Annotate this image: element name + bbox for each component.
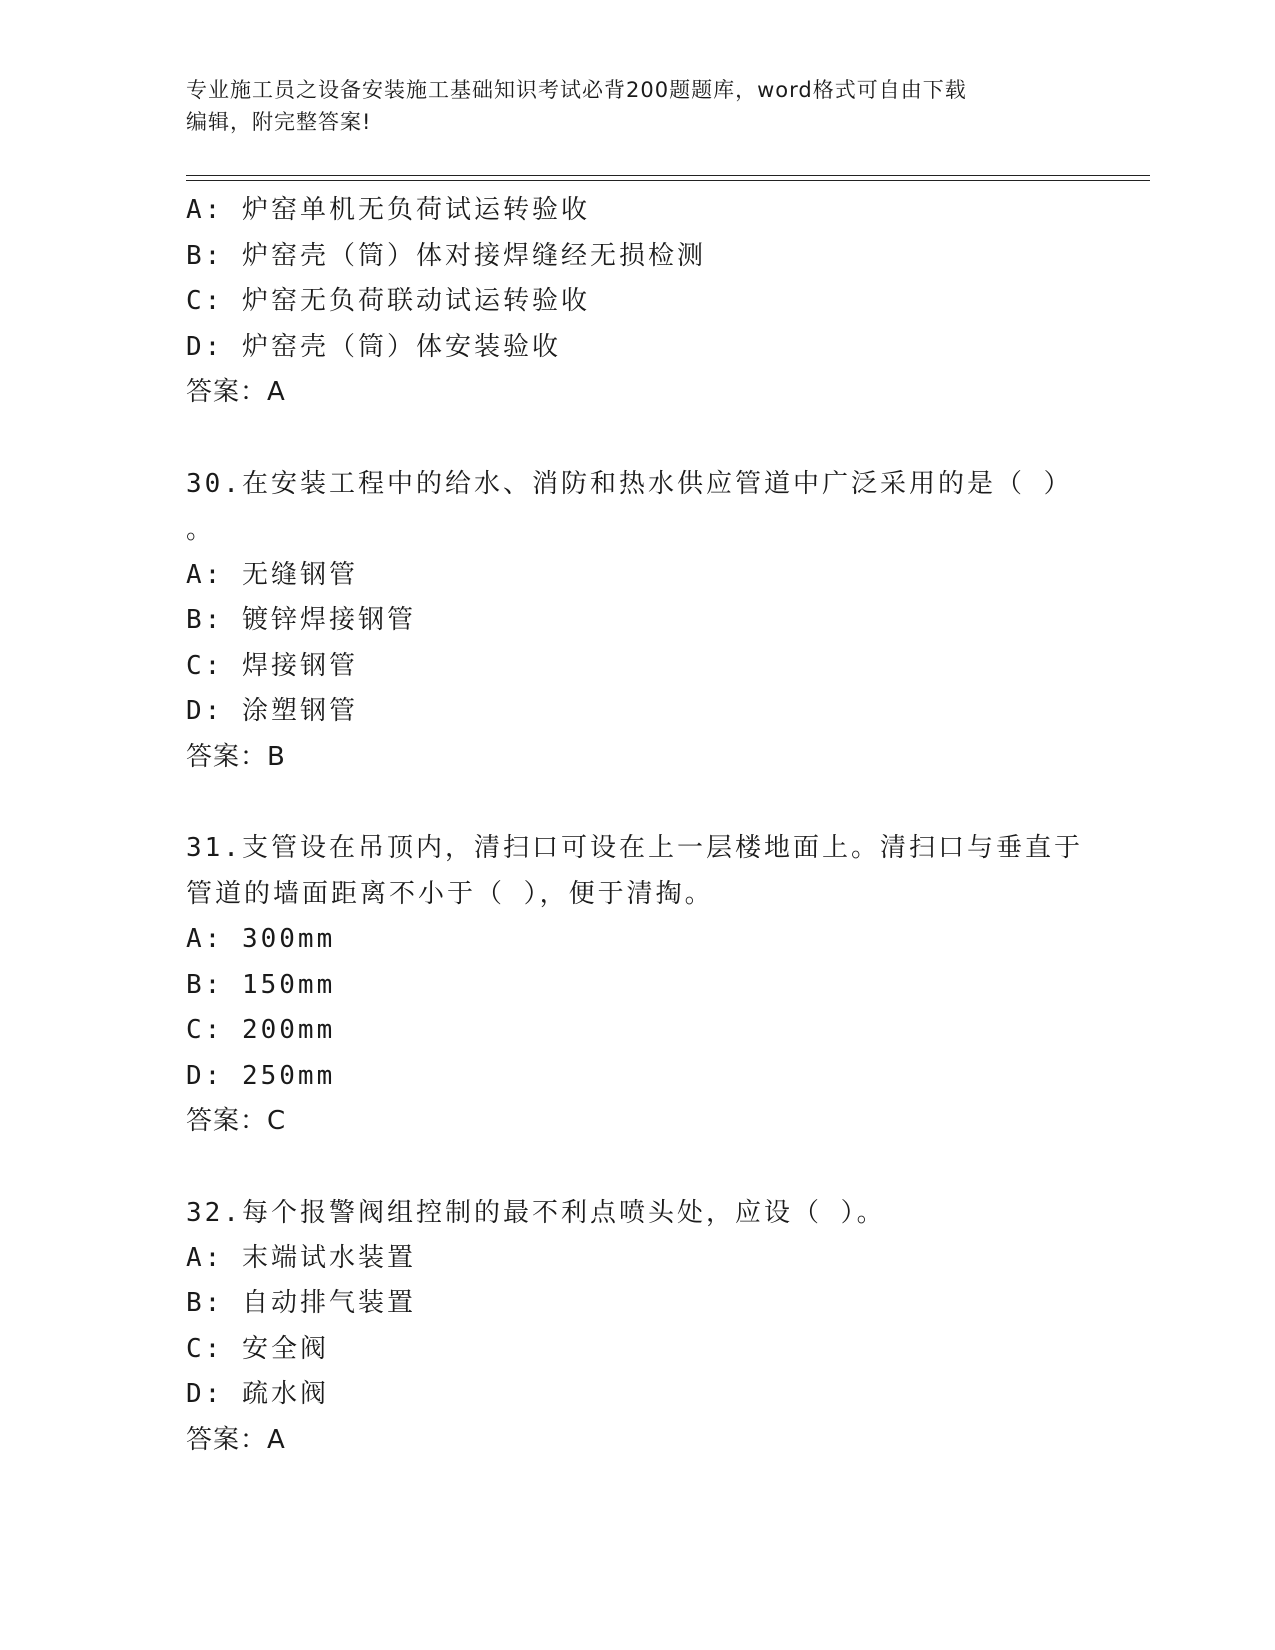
option-b: B: 150mm bbox=[186, 969, 336, 1000]
document-header bbox=[186, 74, 1086, 138]
option-d: D: 疏水阀 bbox=[186, 1379, 329, 1409]
question-30 bbox=[186, 461, 1086, 781]
option-d: D: 涂塑钢管 bbox=[186, 696, 358, 726]
question-32 bbox=[186, 1190, 1086, 1464]
header-title-line-2: 编辑，附完整答案! bbox=[186, 110, 372, 134]
question-text-line-1: 31.支管设在吊顶内，清扫口可设在上一层楼地面上。清扫口与垂直于 bbox=[186, 833, 1083, 863]
answer-line: 答案：A bbox=[186, 377, 286, 407]
answer-line: 答案：C bbox=[186, 1106, 287, 1136]
spacer bbox=[186, 1145, 1086, 1190]
question-31 bbox=[186, 825, 1086, 1145]
option-c: C: 安全阀 bbox=[186, 1333, 329, 1364]
question-list bbox=[186, 188, 1086, 1463]
option-b: B: 镀锌焊接钢管 bbox=[186, 605, 416, 635]
answer-line: 答案：A bbox=[186, 1424, 286, 1455]
option-a: A: 末端试水装置 bbox=[186, 1242, 416, 1273]
header-divider-top bbox=[186, 175, 1150, 176]
option-b: B: 自动排气装置 bbox=[186, 1288, 416, 1318]
option-a: A: 炉窑单机无负荷试运转验收 bbox=[186, 195, 590, 225]
option-d: D: 炉窑壳（筒）体安装验收 bbox=[186, 331, 561, 362]
question-text-line-1: 30.在安装工程中的给水、消防和热水供应管道中广泛采用的是（ ） bbox=[186, 468, 1073, 499]
question-text-line-2: 。 bbox=[186, 514, 216, 545]
option-b: B: 炉窑壳（筒）体对接焊缝经无损检测 bbox=[186, 240, 706, 271]
header-divider-bottom bbox=[186, 180, 1150, 181]
spacer bbox=[186, 416, 1086, 461]
option-c: C: 炉窑无负荷联动试运转验收 bbox=[186, 286, 590, 316]
spacer bbox=[186, 780, 1086, 825]
option-c: C: 焊接钢管 bbox=[186, 650, 358, 681]
answer-line: 答案：B bbox=[186, 741, 286, 772]
question-29 bbox=[186, 188, 1086, 416]
option-d: D: 250mm bbox=[186, 1060, 336, 1091]
option-a: A: 300mm bbox=[186, 924, 336, 954]
option-a: A: 无缝钢管 bbox=[186, 559, 358, 590]
question-text-line-1: 32.每个报警阀组控制的最不利点喷头处，应设（ ）。 bbox=[186, 1197, 886, 1228]
question-text-line-2: 管道的墙面距离不小于（ ），便于清掏。 bbox=[186, 879, 714, 909]
option-c: C: 200mm bbox=[186, 1015, 336, 1045]
header-title-line-1: 专业施工员之设备安装施工基础知识考试必背200题题库，word格式可自由下载 bbox=[186, 78, 967, 102]
